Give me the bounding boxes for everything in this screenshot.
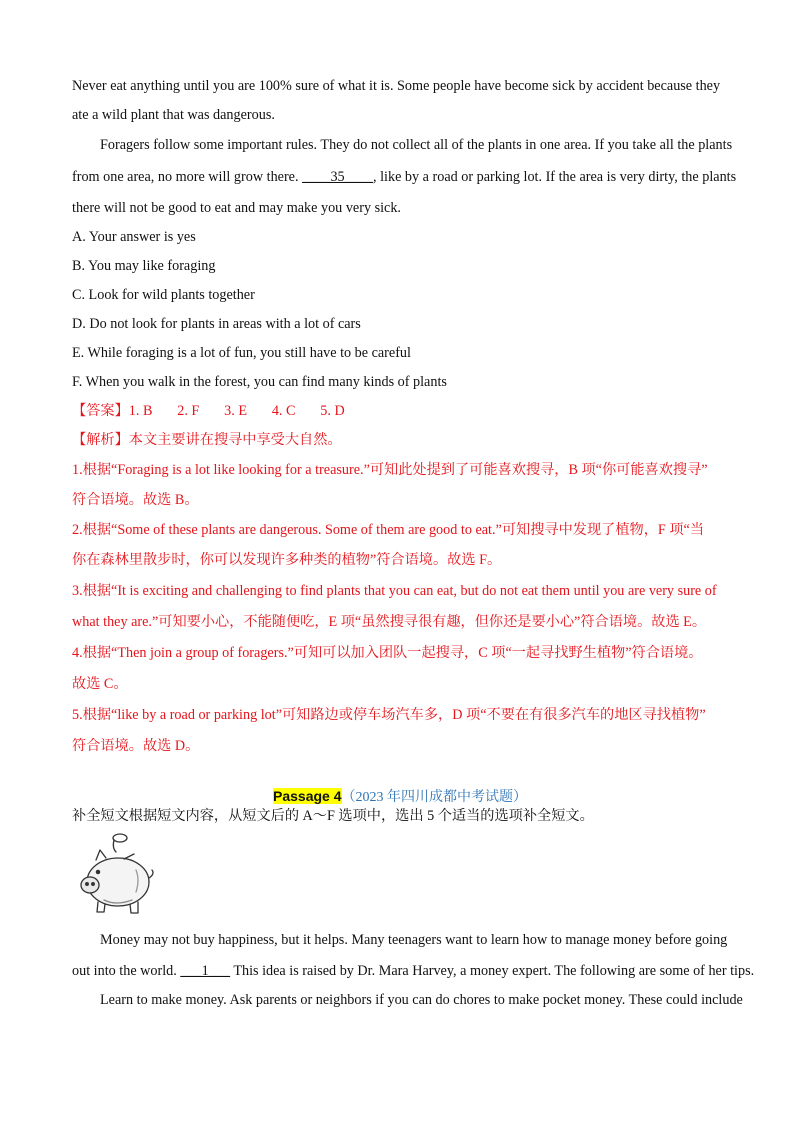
analysis-line: 你在森林里散步时，你可以发现许多种类的植物”符合语境。故选 F。 [72,552,502,568]
instruction: 补全短文根据短文内容，从短文后的 A～F 选项中，选出 5 个适当的选项补全短文。 [72,808,594,824]
analysis-line: 1.根据“Foraging is a lot like looking for a treasure.”可知此处提到了可能喜欢搜寻，B 项“你可能喜欢搜寻” [72,462,708,478]
analysis-line: 5.根据“like by a road or parking lot”可知路边或停车场汽车多，D 项“不要在有很多汽车的地区寻找植物” [72,707,706,723]
analysis-line: 3.根据“It is exciting and challenging to find plants that you can eat, but do not eat them until you are very sure of [72,583,717,599]
passage3-line: ate a wild plant that was dangerous. [72,107,275,123]
analysis-intro: 【解析】本文主要讲在搜寻中享受大自然。 [72,432,342,448]
option-f: F. When you walk in the forest, you can find many kinds of plants [72,374,447,390]
blank-35: ____35____ [302,169,374,185]
analysis-line: 符合语境。故选 B。 [72,492,199,508]
passage4-line: Money may not buy happiness, but it helps. Many teenagers want to learn how to manage money before going [100,932,728,948]
analysis-line: 4.根据“Then join a group of foragers.”可知可以加入团队一起搜寻，C 项“一起寻找野生植物”符合语境。 [72,645,703,661]
option-d: D. Do not look for plants in areas with a lot of cars [72,316,361,332]
passage3-line: there will not be good to eat and may make you very sick. [72,200,401,216]
passage-label: Passage 4 [273,788,342,804]
text-segment: from one area, no more will grow there. [72,169,303,185]
passage3-line: Foragers follow some important rules. They do not collect all of the plants in one area. If you take all the plants [100,137,733,153]
answer-key: 【答案】1. B 2. F 3. E 4. C 5. D [72,403,345,419]
piggy-bank-icon [76,830,156,916]
blank-1: ___1___ [180,963,231,979]
option-a: A. Your answer is yes [72,229,196,245]
analysis-line: what they are.”可知要小心，不能随便吃，E 项“虽然搜寻很有趣，但你还是要小心”符合语境。故选 E。 [72,614,707,630]
text-segment: out into the world. [72,963,181,979]
passage3-line-with-blank [72,167,736,187]
passage-source: （2023 年四川成都中考试题） [341,790,527,805]
analysis-line: 2.根据“Some of these plants are dangerous. Some of them are good to eat.”可知搜寻中发现了植物，F 项“当 [72,522,705,538]
passage3-line: Never eat anything until you are 100% sure of what it is. Some people have become sick by accident because they [72,78,721,94]
passage4-line: Learn to make money. Ask parents or neighbors if you can do chores to make pocket money. These could include [100,992,743,1008]
option-b: B. You may like foraging [72,258,216,274]
option-e: E. While foraging is a lot of fun, you still have to be careful [72,345,411,361]
option-c: C. Look for wild plants together [72,287,255,303]
analysis-line: 符合语境。故选 D。 [72,738,200,754]
text-segment: , like by a road or parking lot. If the area is very dirty, the plants [373,169,737,185]
text-segment: This idea is raised by Dr. Mara Harvey, a money expert. The following are some of her tips. [230,963,755,979]
passage4-line-with-blank [72,961,754,981]
analysis-line: 故选 C。 [72,676,128,692]
passage4-heading [72,786,728,808]
